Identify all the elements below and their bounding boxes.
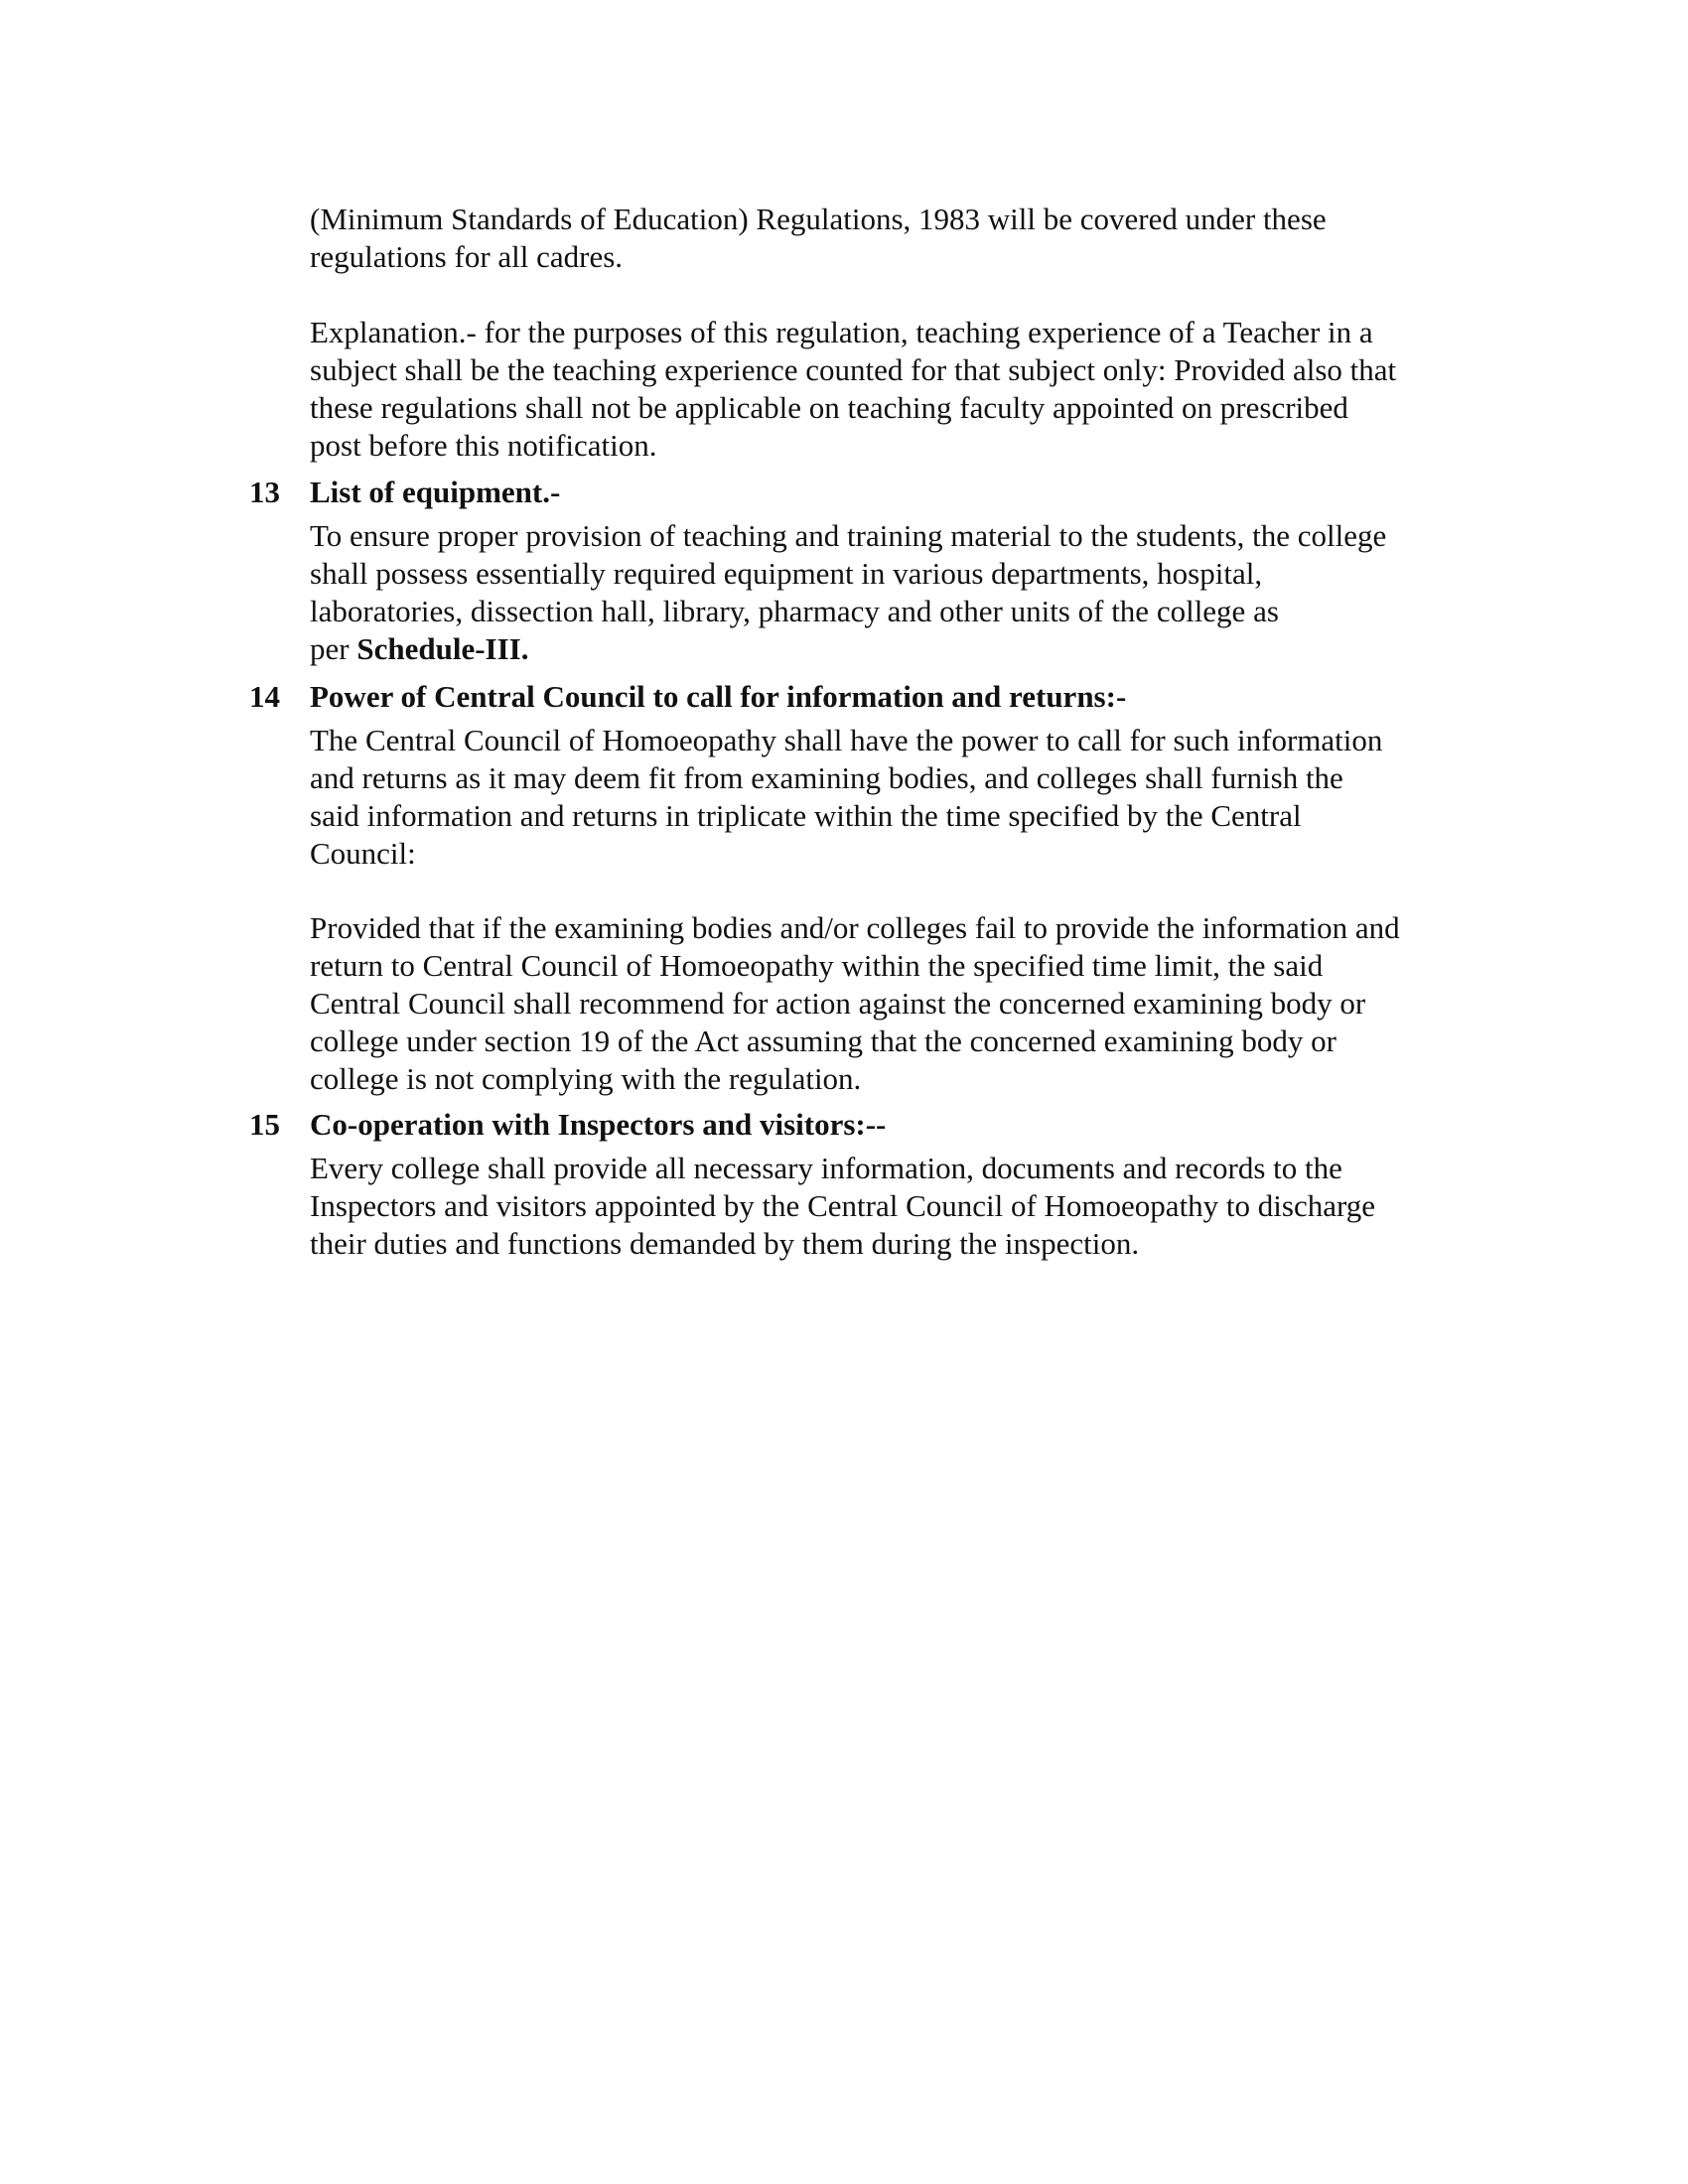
text-line: post before this notification. <box>310 428 657 463</box>
text-line: these regulations shall not be applicable on teaching faculty appointed on prescribed <box>310 390 1348 425</box>
explanation-paragraph <box>310 314 1501 465</box>
text-line: Explanation.- for the purposes of this regulation, teaching experience of a Teacher in a <box>310 315 1373 349</box>
text-line: return to Central Council of Homoeopathy within the specified time limit, the said <box>310 948 1324 983</box>
text-line: regulations for all cadres. <box>310 239 624 274</box>
text-line: Every college shall provide all necessary information, documents and records to the <box>310 1151 1342 1185</box>
text-line: said information and returns in triplicate within the time specified by the Central <box>310 798 1302 833</box>
text-line: (Minimum Standards of Education) Regulations, 1983 will be covered under these <box>310 202 1327 236</box>
section-14-proviso <box>310 909 1501 1098</box>
text-line <box>310 630 1501 668</box>
section-13-heading <box>249 474 1500 511</box>
text-line: The Central Council of Homoeopathy shall have the power to call for such information <box>310 723 1383 757</box>
text-line: and returns as it may deem fit from examining bodies, and colleges shall furnish the <box>310 760 1343 795</box>
text-fragment: per <box>310 631 357 666</box>
intro-paragraph <box>310 201 1501 276</box>
schedule-reference: Schedule-III. <box>356 631 529 666</box>
text-line: subject shall be the teaching experience counted for that subject only: Provided also that <box>310 352 1397 387</box>
text-line: Inspectors and visitors appointed by the Central Council of Homoeopathy to discharge <box>310 1188 1376 1223</box>
section-15-heading <box>249 1106 1500 1144</box>
section-title: Co-operation with Inspectors and visitors:-- <box>310 1107 887 1142</box>
text-line: Central Council shall recommend for action against the concerned examining body or <box>310 986 1366 1021</box>
section-title: Power of Central Council to call for information and returns:- <box>310 679 1127 714</box>
text-line: To ensure proper provision of teaching and training material to the students, the college <box>310 518 1387 553</box>
text-line: college is not complying with the regulation. <box>310 1061 862 1096</box>
section-13-body <box>310 517 1501 668</box>
section-number: 15 <box>249 1107 280 1142</box>
section-number: 13 <box>249 475 280 509</box>
text-line: their duties and functions demanded by them during the inspection. <box>310 1226 1140 1261</box>
text-line: shall possess essentially required equipment in various departments, hospital, <box>310 556 1263 591</box>
section-number: 14 <box>249 679 280 714</box>
text-line: laboratories, dissection hall, library, pharmacy and other units of the college as <box>310 594 1279 628</box>
section-15-body <box>310 1150 1501 1263</box>
text-line: Provided that if the examining bodies and/or colleges fail to provide the information and <box>310 910 1400 945</box>
text-line: Council: <box>310 836 416 871</box>
text-line: college under section 19 of the Act assuming that the concerned examining body or <box>310 1024 1336 1058</box>
section-14-body <box>310 722 1501 873</box>
section-title: List of equipment.- <box>310 475 561 509</box>
section-14-heading <box>249 678 1500 716</box>
